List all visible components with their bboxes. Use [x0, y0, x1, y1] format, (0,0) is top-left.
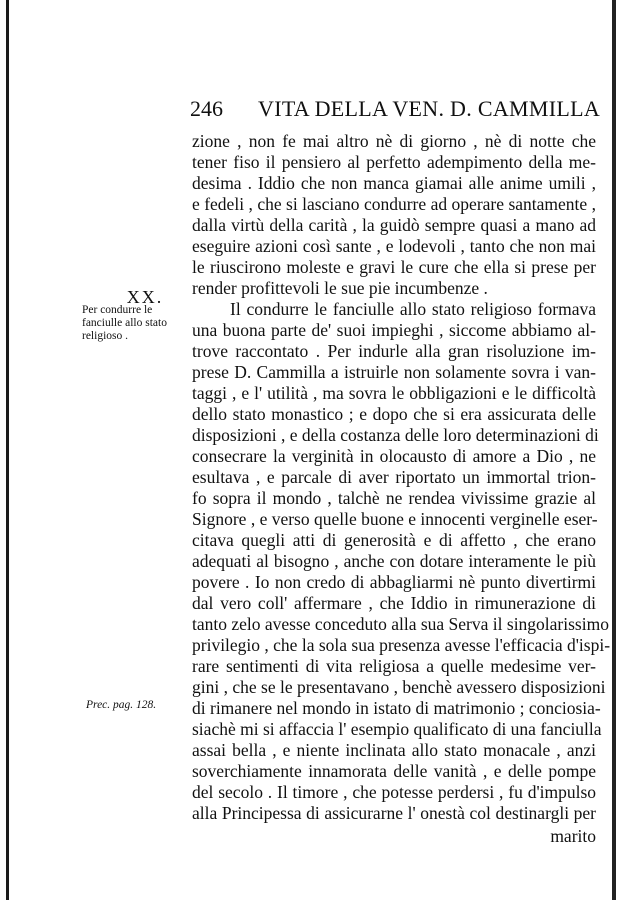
text-line: tanto zelo avesse conceduto alla sua Serva il singolarissimo: [192, 614, 609, 634]
margin-note-line: fanciulle allo stato: [82, 317, 167, 329]
text-line: di rimanere nel mondo in istato di matrimonio ; conciosia-: [192, 698, 601, 718]
margin-note-line: Per condurre le: [82, 304, 153, 316]
text-line: zione , non fe mai altro nè di giorno , nè di notte che: [192, 131, 596, 151]
text-line: dalla virtù della carità , la guidò sempre quasi a mano ad: [192, 215, 596, 235]
text-line: eseguire azioni così sante , e lodevoli , tanto che non mai: [192, 236, 596, 256]
text-line: dal vero coll' affermare , che Iddio in rimunerazione di: [192, 593, 596, 613]
text-line: privilegio , che la sola sua presenza avesse l'efficacia d'ispi-: [192, 635, 611, 655]
text-line: e fedeli , che si lasciano condurre ad operare santamente ,: [192, 194, 596, 214]
text-line: trove raccontato . Per indurle alla gran risoluzione im-: [192, 341, 596, 361]
section-number: XX.: [126, 287, 164, 307]
running-header: [190, 96, 600, 126]
margin-reference: Prec. pag. 128.: [86, 699, 157, 711]
text-line: desima . Iddio che non manca giamai alle anime umili ,: [192, 173, 596, 193]
running-title: VITA DELLA VEN. D. CAMMILLA: [258, 96, 601, 121]
page-number: 246: [190, 96, 223, 121]
text-line: alla Principessa di assicurarne l' onestà col destinargli per: [192, 803, 596, 823]
text-line: una buona parte de' suoi impieghi , siccome abbiamo al-: [192, 320, 596, 340]
text-line: del secolo . Il timore , che potesse perdersi , fu d'impulso: [192, 782, 596, 802]
text-line: assai bella , e niente inclinata allo stato monacale , anzi: [192, 740, 596, 760]
text-line: adequati al bisogno , anche con dotare interamente le più: [192, 551, 596, 571]
text-line: prese D. Cammilla a istruirle non solamente sovra i van-: [192, 362, 596, 382]
text-line: soverchiamente innamorata delle vanità , e delle pompe: [192, 761, 596, 781]
text-line: esultava , e parcale di aver riportato un immortal trion-: [192, 467, 596, 487]
text-line: fo sopra il mondo , talchè ne rendea vivissime grazie al: [192, 488, 596, 508]
page-left-edge: [6, 0, 9, 900]
text-line: citava quegli atti di generosità e di affetto , che erano: [192, 530, 596, 550]
text-line: dello stato monastico ; e dopo che si era assicurata delle: [192, 404, 596, 424]
text-line: povere . Io non credo di abbagliarmi nè punto divertirmi: [192, 572, 596, 592]
text-line: disposizioni , e della costanza delle loro determinazioni di: [192, 425, 599, 445]
page-right-edge: [612, 0, 616, 900]
text-line: render profittevoli le sue pie incumbenze .: [192, 278, 488, 298]
margin-note-line: religioso .: [82, 330, 128, 342]
text-line: consecrare la verginità in olocausto di amore a Dio , ne: [192, 446, 596, 466]
text-line: Signore , e verso quelle buone e innocenti verginelle eser-: [192, 509, 598, 529]
text-line: siachè mi si affaccia l' esempio qualificato di una fanciulla: [192, 719, 602, 739]
text-line: Il condurre le fanciulle allo stato religioso formava: [230, 299, 596, 319]
catchword: marito: [550, 826, 596, 846]
text-line: gini , che se le presentavano , benchè avessero disposizioni: [192, 677, 606, 697]
text-line: le riuscirono moleste e gravi le cure che ella si prese per: [192, 257, 596, 277]
text-line: taggi , e l' utilità , ma sovra le obbligazioni e le difficoltà: [192, 383, 596, 403]
text-line: tener fiso il pensiero al perfetto adempimento della me-: [192, 152, 596, 172]
text-line: rare sentimenti di vita religiosa a quelle medesime ver-: [192, 656, 596, 676]
